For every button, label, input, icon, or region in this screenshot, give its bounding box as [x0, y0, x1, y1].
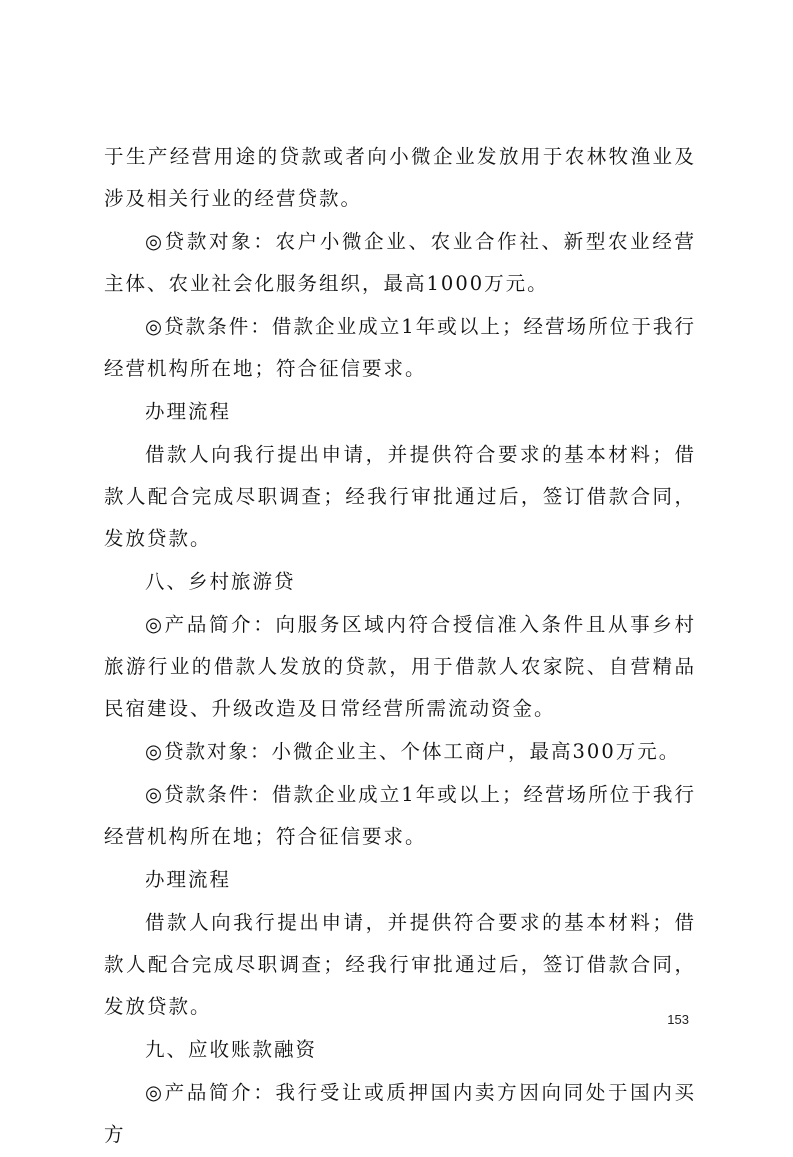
heading-process: 办理流程: [145, 400, 232, 423]
heading-process: 办理流程: [145, 868, 232, 891]
page-number: 153: [667, 1012, 689, 1027]
paragraph-loan-conditions: ◎贷款条件：借款企业成立1年或以上；经营场所位于我行经营机构所在地；符合征信要求。: [104, 315, 696, 380]
section-heading-receivables-financing: 九、应收账款融资: [145, 1038, 318, 1061]
paragraph-loan-target: ◎贷款对象：农户小微企业、农业合作社、新型农业经营主体、农业社会化服务组织，最高1000万元。: [104, 230, 696, 295]
paragraph-product-intro: ◎产品简介：向服务区域内符合授信准入条件且从事乡村旅游行业的借款人发放的贷款，用于借款人农家院、自营精品民宿建设、升级改造及日常经营所需流动资金。: [104, 613, 696, 720]
paragraph-product-intro: ◎产品简介：我行受让或质押国内卖方因向同处于国内买方: [104, 1081, 696, 1146]
paragraph-process: 借款人向我行提出申请，并提供符合要求的基本材料；借款人配合完成尽职调查；经我行审批通过后，签订借款合同，发放贷款。: [104, 443, 696, 550]
section-heading-rural-tourism-loan: 八、乡村旅游贷: [145, 570, 296, 593]
paragraph-continuation: 于生产经营用途的贷款或者向小微企业发放用于农林牧渔业及涉及相关行业的经营贷款。: [104, 145, 696, 210]
paragraph-loan-conditions: ◎贷款条件：借款企业成立1年或以上；经营场所位于我行经营机构所在地；符合征信要求。: [104, 783, 696, 848]
paragraph-loan-target: ◎贷款对象：小微企业主、个体工商户，最高300万元。: [145, 740, 681, 763]
paragraph-process: 借款人向我行提出申请，并提供符合要求的基本材料；借款人配合完成尽职调查；经我行审批通过后，签订借款合同，发放贷款。: [104, 911, 696, 1018]
page-body: [104, 136, 696, 1157]
